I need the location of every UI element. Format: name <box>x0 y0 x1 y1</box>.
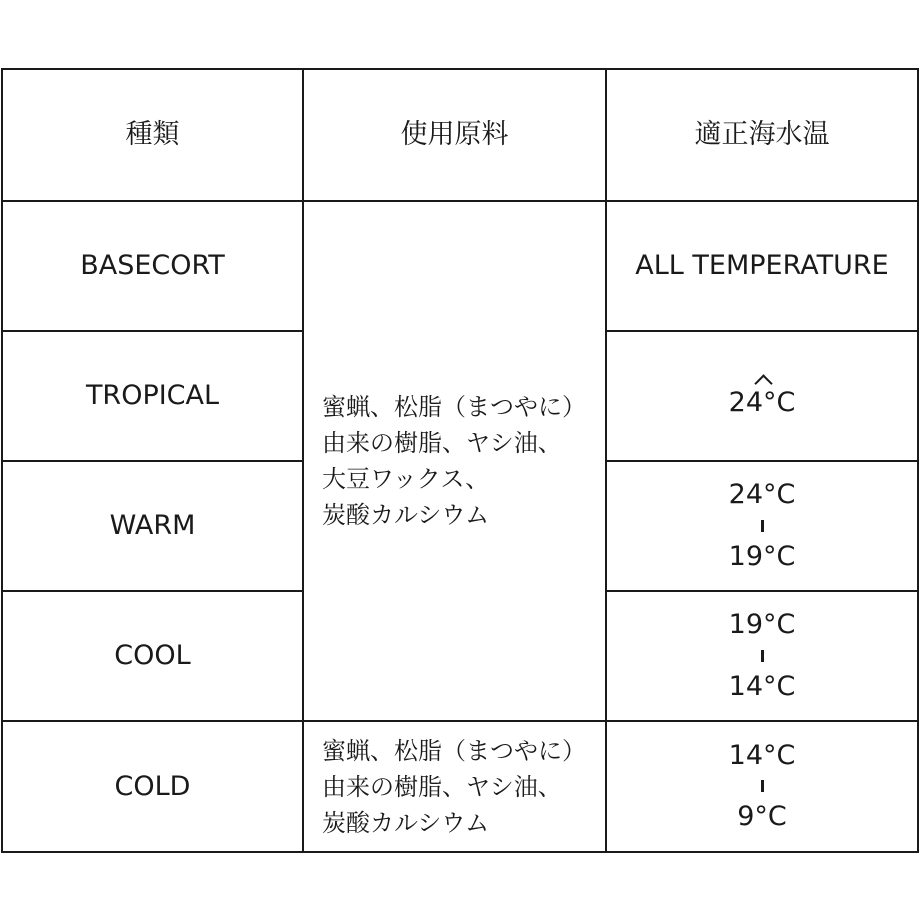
material-line: 大豆ワックス、 <box>322 465 490 493</box>
type-warm: WARM <box>2 461 303 591</box>
material-line: 由来の樹脂、ヤシ油、 <box>322 772 562 801</box>
range-separator <box>761 650 764 662</box>
table-header-row <box>2 69 918 201</box>
temp-cool <box>606 591 918 721</box>
type-cold: COLD <box>2 721 303 852</box>
temp-value: 24°C <box>728 386 796 418</box>
temp-low: 9°C <box>737 801 787 832</box>
temp-high: 24°C <box>728 479 796 511</box>
temp-high: 14°C <box>728 739 796 771</box>
header-water-temp: 適正海水温 <box>606 69 918 201</box>
material-line: 炭酸カルシウム <box>322 501 490 529</box>
caret-up-icon <box>755 373 769 387</box>
temp-low: 14°C <box>728 670 796 702</box>
temp-tropical <box>606 331 918 461</box>
temp-warm <box>606 461 918 591</box>
material-line: 蜜蝋、松脂（まつやに） <box>322 393 586 421</box>
materials-cell-group-b <box>303 721 606 852</box>
temp-low: 19°C <box>728 540 796 572</box>
header-type: 種類 <box>2 69 303 201</box>
range-separator <box>761 780 764 792</box>
type-tropical: TROPICAL <box>2 331 303 461</box>
material-line: 蜜蝋、松脂（まつやに） <box>322 736 586 765</box>
type-basecort: BASECORT <box>2 201 303 331</box>
temp-basecort: ALL TEMPERATURE <box>606 201 918 331</box>
type-cool: COOL <box>2 591 303 721</box>
product-spec-table <box>1 68 919 853</box>
temp-cold <box>606 721 918 852</box>
material-line: 炭酸カルシウム <box>322 808 490 837</box>
table-row-basecort <box>2 201 918 331</box>
header-materials: 使用原料 <box>303 69 606 201</box>
materials-cell-group-a <box>303 201 606 721</box>
table-row-cold <box>2 721 918 852</box>
range-separator <box>761 520 764 532</box>
material-line: 由来の樹脂、ヤシ油、 <box>322 429 562 457</box>
temp-high: 19°C <box>728 609 796 641</box>
